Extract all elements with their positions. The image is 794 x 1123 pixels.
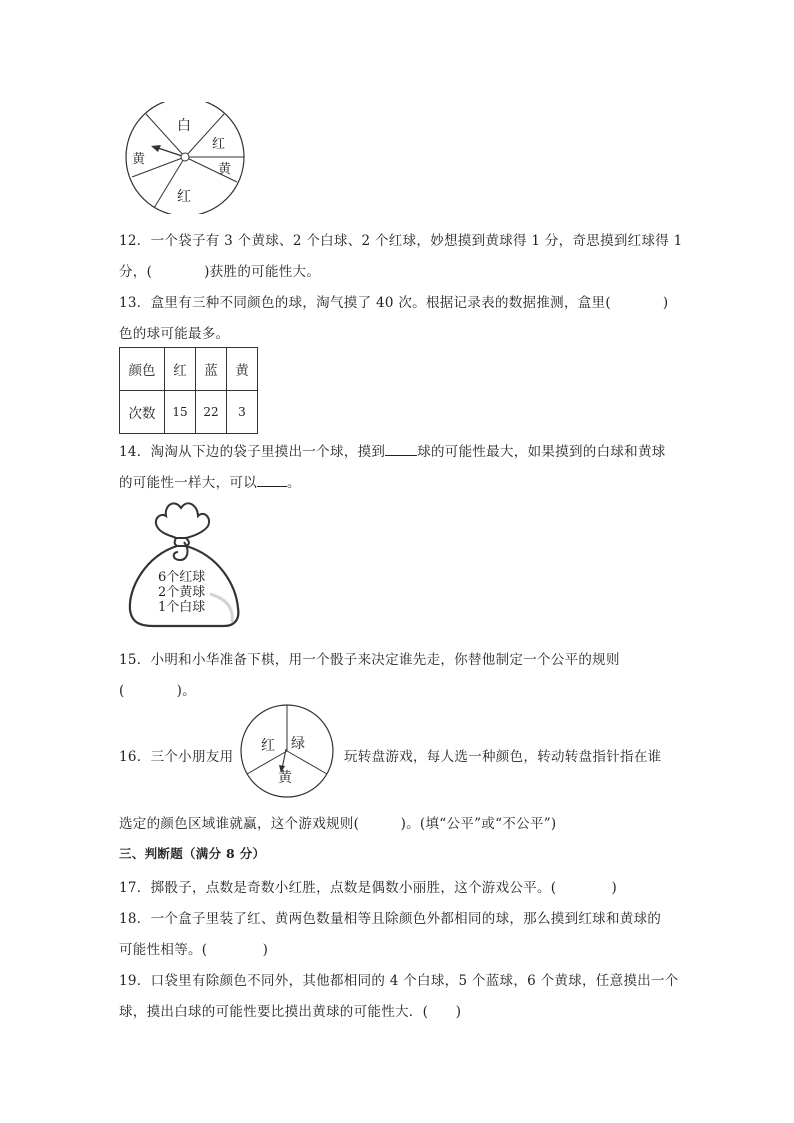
q14-blank-2[interactable]: [257, 474, 287, 487]
q16-line2: 选定的颜色区域谁就赢，这个游戏规则( )。(填“公平”或“不公平”): [119, 816, 557, 832]
table-row: [120, 391, 258, 434]
table-row: [120, 348, 258, 391]
table-cell: 颜色: [120, 348, 165, 391]
q19-line1: 19．口袋里有除颜色不同外，其他都相同的 4 个白球，5 个蓝球，6 个黄球，任意摸出一个: [119, 973, 679, 989]
q14-line2-a: 的可能性一样大，可以: [119, 475, 257, 491]
spinner1-label-yellow-left: 黄: [132, 152, 146, 167]
q16-line1-b: 玩转盘游戏，每人选一种颜色，转动转盘指针指在谁: [344, 749, 662, 765]
q14-line1: [119, 440, 666, 460]
q15-line2-b: )。: [176, 683, 196, 699]
spinner2-label-yellow: 黄: [278, 770, 292, 786]
table-cell: 红: [165, 348, 196, 391]
section-title: 三、判断题（满分 8 分）: [119, 846, 266, 861]
q14-line2: [119, 471, 301, 491]
q15-line1: 15．小明和小华准备下棋，用一个骰子来决定谁先走，你替他制定一个公平的规则: [119, 652, 620, 668]
table-cell: 蓝: [196, 348, 227, 391]
spinner1-label-yellow-small: 黄: [218, 162, 232, 177]
table-cell: 22: [196, 391, 227, 434]
q19-line2: 球，摸出白球的可能性要比摸出黄球的可能性大．( ): [119, 1004, 462, 1020]
q13-line1-b: ): [662, 295, 669, 311]
spinner1-label-white: 白: [177, 118, 191, 134]
q15-line2-a: (: [119, 683, 125, 699]
q13-line2: 色的球可能最多。: [119, 326, 230, 342]
bag-label-red: 6个红球: [158, 570, 206, 585]
table-cell: 15: [165, 391, 196, 434]
table-cell: 3: [227, 391, 258, 434]
spinner-wheel-2: [236, 703, 338, 799]
q12-line1: 12．一个袋子有 3 个黄球、2 个白球、2 个红球，妙想摸到黄球得 1 分，奇思摸到红球得 1: [119, 233, 683, 249]
q12-line2: [119, 260, 320, 280]
spinner2-label-red: 红: [261, 738, 275, 754]
bag-label-white: 1个白球: [158, 600, 206, 615]
record-table: [119, 347, 258, 434]
q14-line1-b: 球的可能性最大，如果摸到的白球和黄球: [417, 444, 666, 460]
spinner2-label-green: 绿: [291, 736, 305, 752]
q12-line2-a: 分，(: [119, 264, 153, 280]
spinner1-label-red-small: 红: [212, 137, 226, 152]
spinner1-label-red-bottom: 红: [177, 189, 191, 205]
q13-line1: [119, 291, 668, 311]
ball-bag-illustration: [124, 498, 246, 630]
bag-label-yellow: 2个黄球: [158, 585, 206, 600]
q15-line2: [119, 679, 196, 699]
q14-line1-a: 14．淘淘从下边的袋子里摸出一个球，摸到: [119, 444, 386, 460]
table-cell: 黄: [227, 348, 258, 391]
table-cell: 次数: [120, 391, 165, 434]
q16-line1-a: 16．三个小朋友用: [119, 749, 234, 765]
q12-line2-b: )获胜的可能性大。: [204, 264, 321, 280]
spinner-wheel-1: [120, 102, 250, 214]
q14-line2-b: 。: [287, 475, 301, 491]
q14-blank-1[interactable]: [385, 443, 417, 456]
q18-line1: 18．一个盒子里装了红、黄两色数量相等且除颜色外都相同的球，那么摸到红球和黄球的: [119, 911, 662, 927]
q13-line1-a: 13．盒里有三种不同颜色的球，淘气摸了 40 次。根据记录表的数据推测，盒里(: [119, 295, 611, 311]
q18-line2: 可能性相等。( ): [119, 942, 269, 958]
q17-line1: 17．掷骰子，点数是奇数小红胜，点数是偶数小丽胜，这个游戏公平。( ): [119, 880, 618, 896]
